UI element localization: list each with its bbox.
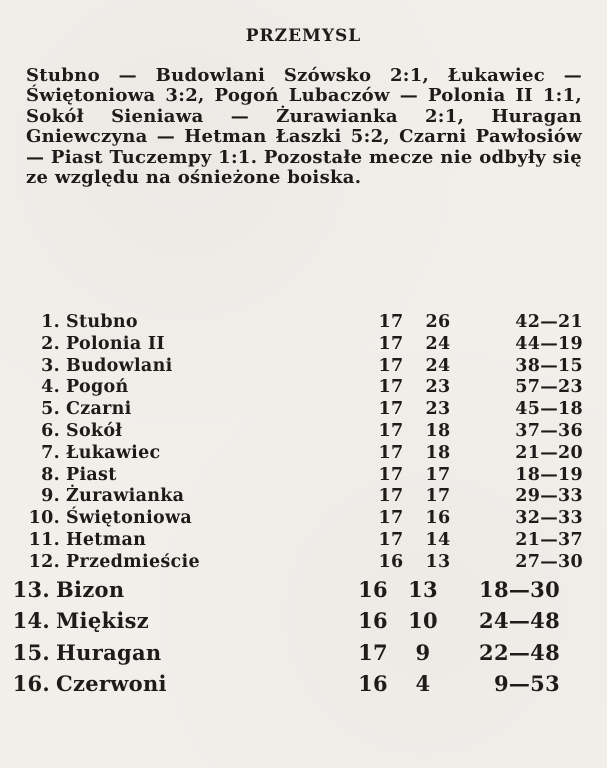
matches-played-cell: 17 <box>378 312 404 332</box>
table-row <box>0 574 607 606</box>
matches-played-cell: 17 <box>378 442 404 463</box>
table-row <box>0 377 607 399</box>
matches-played-cell: 17 <box>378 508 404 529</box>
points-cell: 13 <box>408 576 438 602</box>
goal-ratio-cell: 24—48 <box>479 608 560 634</box>
standings-table <box>0 312 607 700</box>
team-name-cell: Czarni <box>66 399 132 420</box>
rank-cell: 4. <box>41 377 60 398</box>
table-row <box>0 552 607 574</box>
points-cell: 14 <box>425 529 451 550</box>
rank-cell: 12. <box>28 551 60 572</box>
matches-played-cell: 16 <box>358 576 388 602</box>
matches-played-cell: 17 <box>378 333 404 354</box>
points-cell: 13 <box>425 551 451 572</box>
goal-ratio-cell: 27—30 <box>515 551 583 572</box>
matches-played-cell: 17 <box>378 464 404 485</box>
points-cell: 16 <box>425 508 451 529</box>
points-cell: 24 <box>425 333 451 354</box>
table-row <box>0 421 607 443</box>
matches-played-cell: 17 <box>378 420 404 441</box>
team-name-cell: Bizon <box>56 576 125 602</box>
points-cell: 4 <box>415 671 431 697</box>
points-cell: 17 <box>425 486 451 507</box>
table-row <box>0 334 607 356</box>
matches-played-cell: 17 <box>358 639 388 665</box>
team-name-cell: Stubno <box>66 312 138 332</box>
matches-played-cell: 17 <box>378 486 404 507</box>
rank-cell: 1. <box>41 312 60 332</box>
team-name-cell: Sokół <box>66 420 123 441</box>
matches-played-cell: 17 <box>378 529 404 550</box>
points-cell: 26 <box>425 312 451 332</box>
goal-ratio-cell: 21—37 <box>515 529 583 550</box>
matches-played-cell: 16 <box>358 608 388 634</box>
table-row <box>0 486 607 508</box>
matches-played-cell: 17 <box>378 377 404 398</box>
points-cell: 18 <box>425 420 451 441</box>
points-cell: 24 <box>425 355 451 376</box>
points-cell: 17 <box>425 464 451 485</box>
goal-ratio-cell: 22—48 <box>479 639 560 665</box>
goal-ratio-cell: 45—18 <box>515 399 583 420</box>
goal-ratio-cell: 18—19 <box>515 464 583 485</box>
table-row <box>0 637 607 669</box>
team-name-cell: Polonia II <box>66 333 165 354</box>
table-row <box>0 605 607 637</box>
goal-ratio-cell: 42—21 <box>515 312 583 332</box>
rank-cell: 10. <box>28 508 60 529</box>
team-name-cell: Miękisz <box>56 608 149 634</box>
goal-ratio-cell: 9—53 <box>493 671 560 697</box>
rank-cell: 8. <box>41 464 60 485</box>
table-row <box>0 399 607 421</box>
rank-cell: 2. <box>41 333 60 354</box>
goal-ratio-cell: 18—30 <box>479 576 560 602</box>
rank-cell: 7. <box>41 442 60 463</box>
team-name-cell: Czerwoni <box>56 671 167 697</box>
team-name-cell: Przedmieście <box>66 551 200 572</box>
goal-ratio-cell: 21—20 <box>515 442 583 463</box>
team-name-cell: Świętoniowa <box>66 508 192 529</box>
rank-cell: 11. <box>28 529 60 550</box>
matches-played-cell: 17 <box>378 355 404 376</box>
team-name-cell: Hetman <box>66 529 147 550</box>
table-row <box>0 443 607 465</box>
goal-ratio-cell: 57—23 <box>515 377 583 398</box>
table-row <box>0 530 607 552</box>
matches-played-cell: 16 <box>378 551 404 572</box>
goal-ratio-cell: 38—15 <box>515 355 583 376</box>
table-row <box>0 312 607 334</box>
rank-cell: 13. <box>12 576 50 602</box>
team-name-cell: Żurawianka <box>66 486 185 507</box>
points-cell: 9 <box>415 639 431 665</box>
matches-played-cell: 16 <box>358 671 388 697</box>
team-name-cell: Huragan <box>56 639 162 665</box>
points-cell: 23 <box>425 399 451 420</box>
rank-cell: 3. <box>41 355 60 376</box>
rank-cell: 16. <box>12 671 50 697</box>
rank-cell: 5. <box>41 399 60 420</box>
table-row <box>0 668 607 700</box>
rank-cell: 6. <box>41 420 60 441</box>
goal-ratio-cell: 29—33 <box>515 486 583 507</box>
rank-cell: 9. <box>41 486 60 507</box>
team-name-cell: Łukawiec <box>66 442 161 463</box>
points-cell: 18 <box>425 442 451 463</box>
matches-played-cell: 17 <box>378 399 404 420</box>
team-name-cell: Pogoń <box>66 377 129 398</box>
section-title: PRZEMYSL <box>245 26 362 46</box>
goal-ratio-cell: 44—19 <box>515 333 583 354</box>
rank-cell: 14. <box>12 608 50 634</box>
table-row <box>0 508 607 530</box>
goal-ratio-cell: 37—36 <box>515 420 583 441</box>
points-cell: 23 <box>425 377 451 398</box>
table-row <box>0 356 607 378</box>
goal-ratio-cell: 32—33 <box>515 508 583 529</box>
team-name-cell: Piast <box>66 464 117 485</box>
table-row <box>0 465 607 487</box>
points-cell: 10 <box>408 608 438 634</box>
results-paragraph: Stubno — Budowlani Szówsko 2:1, Łukawiec — Świętoniowa 3:2, Pogoń Lubaczów — Polonia II 1:1, Sokół Sieniawa — Żurawianka 2:1, Huragan Gniewczyna — Hetman Łaszki 5:2, Czarni Pawłosiów — Piast Tuczempy 1:1. Pozostałe mecze nie odbyły się ze względu na ośnieżone boiska. <box>26 65 582 189</box>
rank-cell: 15. <box>12 639 50 665</box>
team-name-cell: Budowlani <box>66 355 173 376</box>
